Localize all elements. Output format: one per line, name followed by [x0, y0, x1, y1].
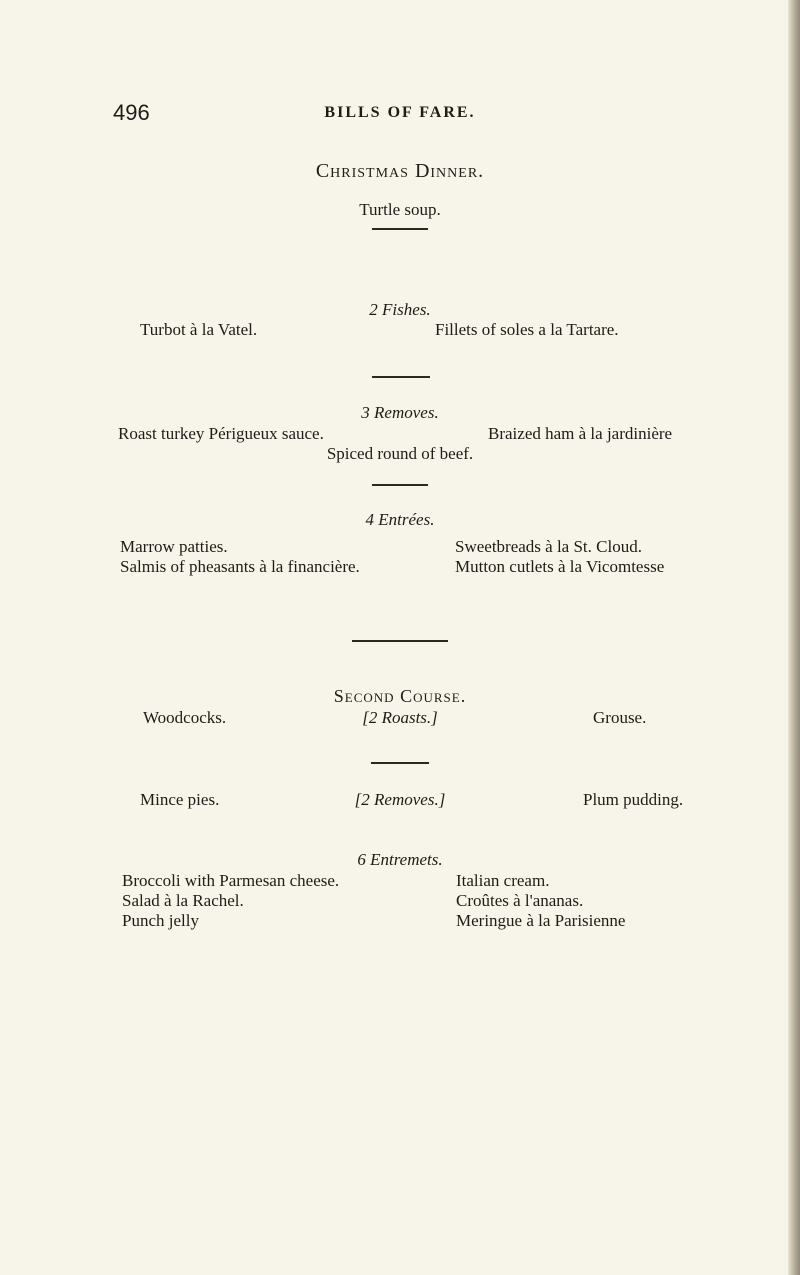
entremet-item: Punch jelly [122, 911, 199, 930]
fish-item: Fillets of soles a la Tartare. [435, 320, 619, 339]
entree-item: Sweetbreads à la St. Cloud. [455, 537, 642, 556]
remove-item: Braized ham à la jardinière [488, 424, 673, 443]
entremet-item: Broccoli with Parmesan cheese. [122, 871, 340, 890]
running-title: BILLS OF FARE. [324, 104, 476, 121]
second-remove-item: Plum pudding. [583, 790, 684, 809]
second-remove-item: Mince pies. [140, 790, 220, 809]
divider [372, 484, 428, 486]
page-edge [788, 0, 800, 1275]
entrees-heading: 4 Entrées. [365, 510, 435, 529]
entremet-item: Meringue à la Parisienne [456, 911, 626, 930]
roasts-heading: [2 Roasts.] [362, 708, 438, 727]
removes-heading: 3 Removes. [361, 403, 439, 422]
divider [372, 376, 430, 378]
divider [372, 228, 428, 230]
soup-line: Turtle soup. [359, 200, 441, 219]
divider [352, 640, 448, 642]
remove-item: Spiced round of beef. [326, 444, 474, 463]
entremets-heading: 6 Entremets. [357, 850, 443, 869]
second-removes-heading: [2 Removes.] [354, 790, 446, 809]
divider [371, 762, 429, 764]
entremet-item: Croûtes à l'ananas. [456, 891, 584, 910]
entree-item: Salmis of pheasants à la financière. [120, 557, 360, 576]
fishes-heading: 2 Fishes. [369, 300, 431, 319]
roast-item: Woodcocks. [143, 708, 227, 727]
roast-item: Grouse. [593, 708, 647, 727]
page-number: 496 [113, 100, 150, 125]
entree-item: Mutton cutlets à la Vicomtesse [455, 557, 665, 576]
dinner-title: Christmas Dinner. [315, 160, 485, 182]
entremet-item: Salad à la Rachel. [122, 891, 244, 910]
entremet-item: Italian cream. [456, 871, 550, 890]
fish-item: Turbot à la Vatel. [140, 320, 258, 339]
remove-item: Roast turkey Périgueux sauce. [118, 424, 324, 443]
second-course-title: Second Course. [333, 686, 467, 706]
entree-item: Marrow patties. [120, 537, 228, 556]
